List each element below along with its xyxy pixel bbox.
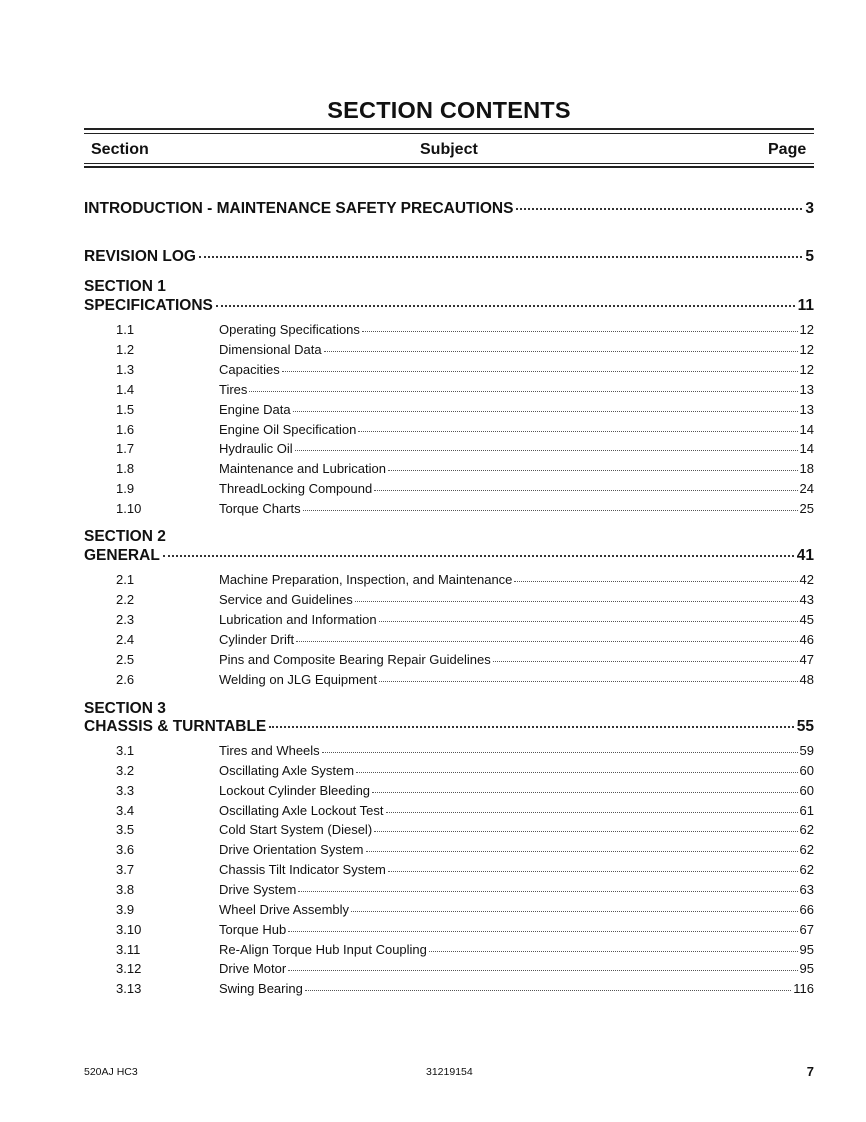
entry-title: Swing Bearing [219, 981, 303, 997]
dot-leader [216, 305, 795, 307]
header-rule-top-thick [84, 128, 814, 130]
entry-title: Chassis Tilt Indicator System [219, 862, 386, 878]
dot-leader [249, 391, 797, 392]
toc-entry[interactable] [84, 362, 814, 382]
entry-title: Drive Orientation System [219, 842, 364, 858]
column-header-subject: Subject [420, 141, 478, 158]
footer-model: 520AJ HC3 [84, 1066, 138, 1078]
entry-page: 48 [799, 671, 814, 687]
entry-title: Hydraulic Oil [219, 441, 293, 457]
dot-leader [199, 256, 802, 258]
section-1-page: 11 [797, 297, 814, 314]
toc-intro-label: INTRODUCTION - MAINTENANCE SAFETY PRECAUTIONS [84, 200, 514, 217]
toc-entry[interactable] [84, 882, 814, 902]
entry-number: 1.3 [116, 361, 135, 377]
dot-leader [269, 726, 793, 728]
toc-intro[interactable] [84, 200, 814, 218]
dot-leader [386, 812, 798, 813]
section-3-name: CHASSIS & TURNTABLE [84, 718, 267, 735]
entry-number: 3.7 [116, 862, 135, 878]
toc-entry[interactable] [84, 322, 814, 342]
entry-number: 3.4 [116, 802, 135, 818]
toc-entry[interactable] [84, 922, 814, 942]
toc-entry[interactable] [84, 652, 814, 672]
toc-entry[interactable] [84, 942, 814, 962]
dot-leader [379, 621, 798, 622]
dot-leader [351, 911, 797, 912]
toc-entry[interactable] [84, 342, 814, 362]
toc-entry[interactable] [84, 461, 814, 481]
toc-entry[interactable] [84, 902, 814, 922]
footer-doc-number: 31219154 [426, 1066, 473, 1078]
entry-title: Capacities [219, 361, 280, 377]
toc-entry[interactable] [84, 422, 814, 442]
entry-page: 18 [799, 461, 814, 477]
entry-title: Pins and Composite Bearing Repair Guidelines [219, 651, 491, 667]
toc-entry[interactable] [84, 961, 814, 981]
entry-number: 1.1 [116, 322, 135, 337]
dot-leader [388, 470, 798, 471]
dot-leader [293, 411, 798, 412]
dot-leader [516, 208, 802, 210]
section-2-number: SECTION 2 [84, 528, 166, 545]
entry-title: Lubrication and Information [219, 611, 377, 627]
toc-entry[interactable] [84, 632, 814, 652]
entry-title: Oscillating Axle System [219, 762, 355, 778]
entry-number: 3.13 [116, 981, 142, 997]
entry-page: 63 [799, 881, 814, 897]
entry-page: 62 [799, 822, 814, 838]
entry-page: 45 [799, 611, 814, 627]
toc-entry[interactable] [84, 501, 814, 521]
section-2-page: 41 [796, 547, 814, 564]
entry-number: 3.2 [116, 762, 135, 778]
dot-leader [296, 641, 797, 642]
entry-title: Machine Preparation, Inspection, and Maintenance [219, 572, 513, 587]
entry-page: 47 [799, 651, 814, 667]
entry-title: Wheel Drive Assembly [219, 901, 350, 917]
dot-leader [379, 681, 798, 682]
dot-leader [298, 891, 797, 892]
toc-section-3[interactable] [84, 718, 814, 736]
entry-title: Drive Motor [219, 961, 287, 977]
entry-number: 3.6 [116, 842, 135, 858]
entry-page: 60 [799, 782, 814, 798]
entry-page: 62 [799, 842, 814, 858]
entry-page: 43 [799, 591, 814, 607]
entry-page: 14 [799, 441, 814, 457]
entry-title: ThreadLocking Compound [219, 481, 373, 497]
entry-number: 3.9 [116, 901, 135, 917]
column-header-section: Section [91, 141, 149, 158]
toc-entry[interactable] [84, 672, 814, 692]
entry-page: 60 [799, 762, 814, 778]
dot-leader [288, 970, 797, 971]
dot-leader [493, 661, 798, 662]
toc-entry[interactable] [84, 382, 814, 402]
dot-leader [355, 601, 798, 602]
entry-page: 95 [799, 941, 814, 957]
entry-page: 67 [799, 921, 814, 937]
dot-leader [303, 510, 798, 511]
header-rule-bottom-thin [84, 163, 814, 164]
toc-revision-log[interactable] [84, 248, 814, 266]
entry-number: 1.9 [116, 481, 135, 497]
dot-leader [324, 351, 798, 352]
entry-page: 14 [799, 421, 814, 437]
entry-title: Cylinder Drift [219, 631, 295, 647]
entry-page: 59 [799, 743, 814, 758]
footer-page-number: 7 [806, 1064, 814, 1079]
dot-leader [288, 931, 797, 932]
entry-title: Dimensional Data [219, 341, 322, 357]
dot-leader [295, 450, 798, 451]
entry-page: 116 [793, 981, 814, 997]
entry-number: 3.8 [116, 881, 135, 897]
entry-title: Operating Specifications [219, 322, 360, 337]
entry-number: 2.6 [116, 671, 135, 687]
entry-title: Maintenance and Lubrication [219, 461, 386, 477]
entry-number: 1.8 [116, 461, 135, 477]
entry-number: 3.11 [116, 941, 141, 957]
entry-page: 42 [799, 572, 814, 587]
entry-title: Lockout Cylinder Bleeding [219, 782, 371, 798]
dot-leader [282, 371, 798, 372]
entry-number: 3.3 [116, 782, 135, 798]
entry-page: 62 [799, 862, 814, 878]
toc-entry[interactable] [84, 612, 814, 632]
dot-leader [429, 951, 798, 952]
entry-title: Drive System [219, 881, 297, 897]
entry-number: 1.7 [116, 441, 135, 457]
entry-number: 3.12 [116, 961, 142, 977]
toc-entry[interactable] [84, 981, 814, 1001]
entry-number: 3.1 [116, 743, 135, 758]
entry-page: 25 [799, 501, 814, 517]
dot-leader [322, 752, 798, 753]
entry-title: Cold Start System (Diesel) [219, 822, 373, 838]
entry-page: 13 [799, 381, 814, 397]
entry-number: 2.3 [116, 611, 135, 627]
entry-title: Re-Align Torque Hub Input Coupling [219, 941, 427, 957]
toc-entry[interactable] [84, 822, 814, 842]
entry-page: 95 [799, 961, 814, 977]
section-1-name: SPECIFICATIONS [84, 297, 213, 314]
entry-title: Torque Charts [219, 501, 301, 517]
entry-number: 1.10 [116, 501, 142, 517]
entry-page: 13 [799, 401, 814, 417]
section-2-name: GENERAL [84, 547, 160, 564]
toc-entry[interactable] [84, 783, 814, 803]
entry-page: 12 [799, 341, 814, 357]
toc-entry[interactable] [84, 481, 814, 501]
entry-number: 2.5 [116, 651, 135, 667]
column-header-page: Page [768, 141, 807, 158]
toc-entry[interactable] [84, 441, 814, 461]
entry-page: 12 [799, 361, 814, 377]
dot-leader [366, 851, 798, 852]
toc-entry[interactable] [84, 763, 814, 783]
entry-page: 61 [799, 802, 814, 818]
entry-number: 1.5 [116, 401, 135, 417]
entry-page: 24 [799, 481, 814, 497]
toc-intro-page: 3 [805, 200, 814, 217]
toc-entry[interactable] [84, 402, 814, 422]
dot-leader [163, 555, 794, 557]
toc-entry[interactable] [84, 743, 814, 763]
toc-entry[interactable] [84, 862, 814, 882]
section-1-number: SECTION 1 [84, 278, 166, 295]
dot-leader [374, 831, 797, 832]
entry-title: Service and Guidelines [219, 591, 353, 607]
entry-number: 1.4 [116, 381, 135, 397]
toc-entry[interactable] [84, 803, 814, 823]
dot-leader [374, 490, 797, 491]
entry-number: 3.5 [116, 822, 135, 838]
toc-entry[interactable] [84, 842, 814, 862]
entry-number: 3.10 [116, 921, 142, 937]
dot-leader [388, 871, 798, 872]
entry-number: 2.2 [116, 591, 135, 607]
header-rule-top-thin [84, 133, 814, 134]
entry-number: 2.1 [116, 572, 135, 587]
section-3-page: 55 [796, 718, 814, 735]
dot-leader [372, 792, 797, 793]
entry-title: Engine Data [219, 401, 291, 417]
entry-title: Tires [219, 381, 248, 397]
entry-title: Tires and Wheels [219, 743, 320, 758]
entry-title: Engine Oil Specification [219, 421, 357, 437]
dot-leader [305, 990, 791, 991]
entry-title: Oscillating Axle Lockout Test [219, 802, 384, 818]
entry-page: 46 [799, 631, 814, 647]
entry-number: 2.4 [116, 631, 135, 647]
toc-entry[interactable] [84, 592, 814, 612]
section-3-number: SECTION 3 [84, 700, 166, 717]
entry-page: 12 [799, 322, 814, 337]
entry-title: Welding on JLG Equipment [219, 671, 378, 687]
dot-leader [356, 772, 797, 773]
dot-leader [358, 431, 797, 432]
entry-page: 66 [799, 901, 814, 917]
toc-section-2[interactable] [84, 547, 814, 565]
header-rule-bottom-thick [84, 166, 814, 168]
entry-number: 1.6 [116, 421, 135, 437]
entry-number: 1.2 [116, 341, 135, 357]
toc-entry[interactable] [84, 572, 814, 592]
toc-revision-page: 5 [805, 248, 814, 265]
entry-title: Torque Hub [219, 921, 287, 937]
dot-leader [514, 581, 797, 582]
toc-revision-label: REVISION LOG [84, 248, 196, 265]
page-title: SECTION CONTENTS [327, 97, 571, 123]
dot-leader [362, 331, 798, 332]
toc-section-1[interactable] [84, 297, 814, 315]
